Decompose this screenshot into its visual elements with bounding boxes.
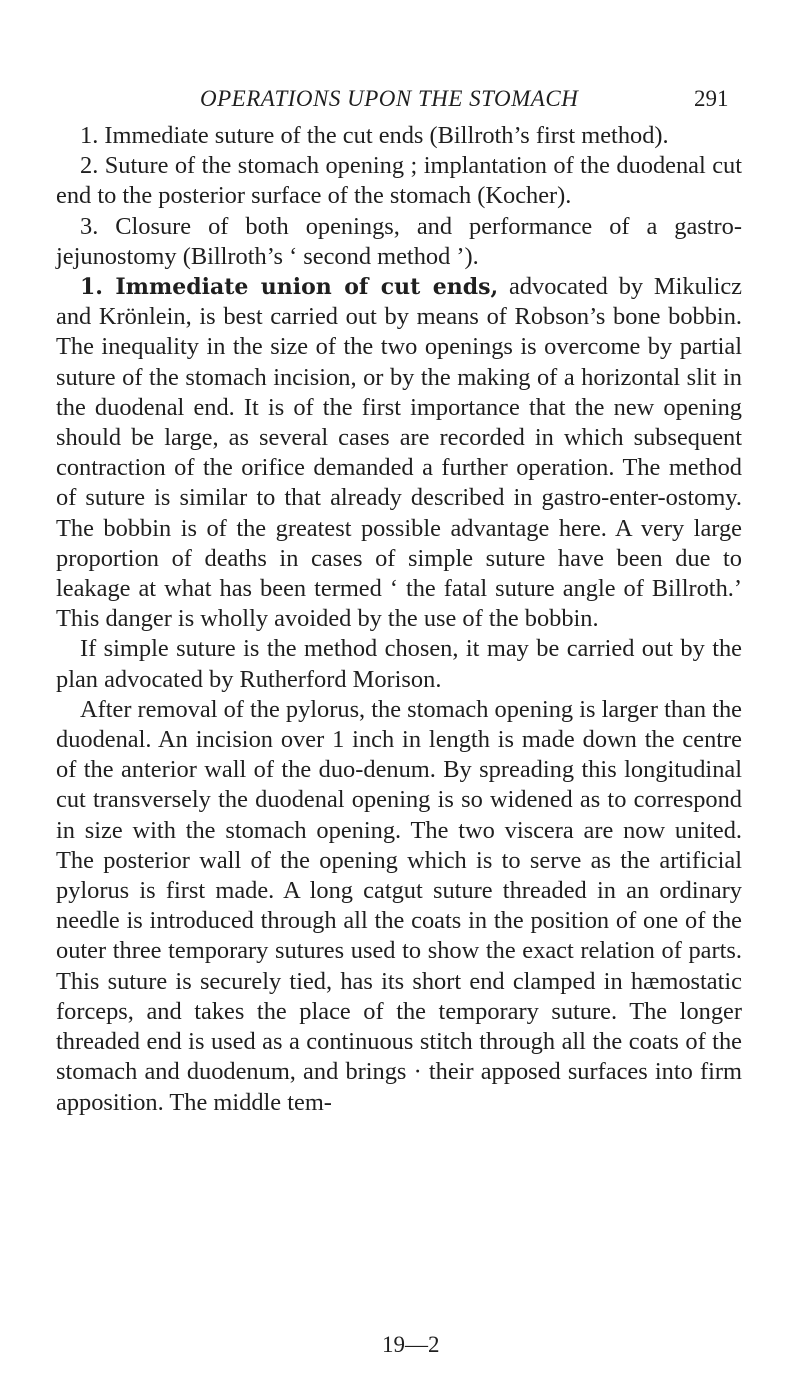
paragraph-lead-heading: 1. Immediate union of cut ends,	[80, 274, 499, 301]
body-text	[56, 121, 742, 1118]
paragraph-method-2	[56, 151, 742, 211]
paragraph-method-3	[56, 212, 742, 272]
running-head	[0, 86, 800, 120]
paragraph-method-1	[56, 121, 742, 151]
paragraph-text: 2. Suture of the stomach opening ; implantation of the duodenal cut end to the posterior surface of the stomach (Kocher).	[56, 152, 742, 210]
paragraph-text: If simple suture is the method chosen, it may be carried out by the plan advocated by Rutherford Morison.	[56, 635, 742, 693]
paragraph-after-removal	[56, 695, 742, 1118]
signature-mark: 19—2	[382, 1332, 440, 1357]
page-number: 291	[694, 86, 729, 111]
paragraph-text: 3. Closure of both openings, and performance of a gastro-jejunostomy (Billroth’s ‘ second method ’).	[56, 212, 742, 270]
paragraph-text: After removal of the pylorus, the stomach opening is larger than the duodenal. An incision over 1 inch in length is made down the centre of the anterior wall of the duo-denum. By spreading this longitudinal cut transversely the duodenal opening is so widened as to correspond in size with the stomach opening. The two viscera are now united. The posterior wall of the opening which is to serve as the artificial pylorus is first made. A long catgut suture threaded in an ordinary needle is introduced through all the coats in the position of one of the outer three temporary sutures used to show the exact relation of parts. This suture is securely tied, has its short end clamped in hæmostatic forceps, and takes the place of the temporary suture. The longer threaded end is used as a continuous stitch through all the coats of the stomach and duodenum, and brings · their apposed surfaces into firm apposition. The middle tem-	[56, 695, 742, 1116]
running-title: OPERATIONS UPON THE STOMACH	[200, 86, 579, 111]
paragraph-immediate-union	[56, 272, 742, 634]
paragraph-text: 1. Immediate suture of the cut ends (Billroth’s first method).	[80, 122, 669, 149]
paragraph-text: advocated by Mikulicz and Krönlein, is best carried out by means of Robson’s bone bobbin. The inequality in the size of the two openings is overcome by partial suture of the stomach incision, or by the making of a horizontal slit in the duodenal end. It is of the first importance that the new opening should be large, as several cases are recorded in which subsequent contraction of the orifice demanded a further operation. The method of suture is similar to that already described in gastro-enter-ostomy. The bobbin is of the greatest possible advantage here. A very large proportion of deaths in cases of simple suture have been due to leakage at what has been termed ‘ the fatal suture angle of Billroth.’ This danger is wholly avoided by the use of the bobbin.	[56, 273, 742, 633]
paragraph-simple-suture	[56, 634, 742, 694]
